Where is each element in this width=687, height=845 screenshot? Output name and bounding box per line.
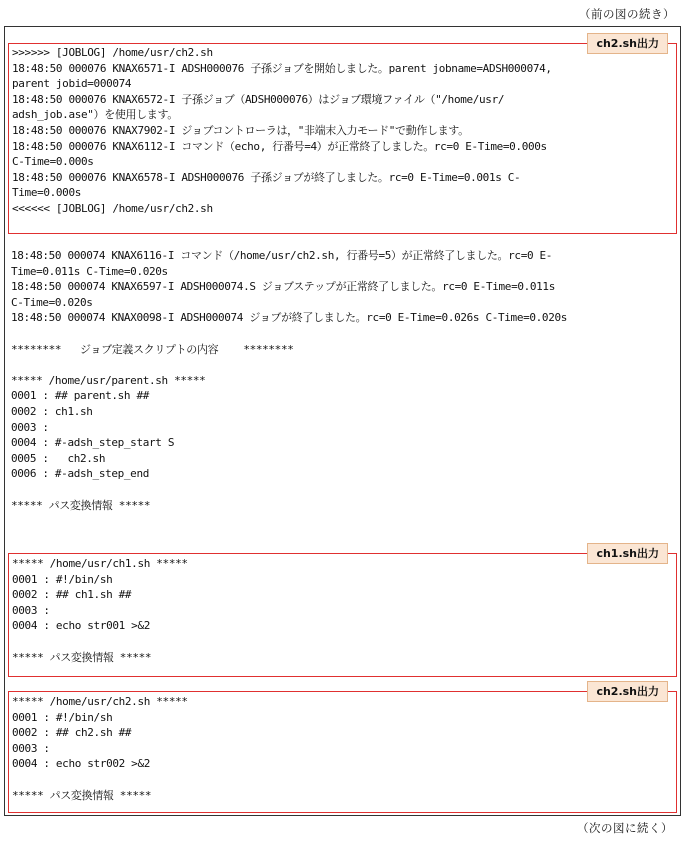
ch2-output-box-script <box>8 685 677 813</box>
ch1-output-tag: ch1.sh出力 <box>587 543 668 564</box>
log-line: 0002 : ## ch1.sh ## <box>12 588 132 602</box>
log-line: C-Time=0.000s <box>12 155 94 169</box>
log-line: 0004 : #-adsh_step_start S <box>11 436 175 450</box>
log-line: 0006 : #-adsh_step_end <box>11 467 149 481</box>
continuation-from-previous: （前の図の続き） <box>579 7 675 21</box>
log-line: 18:48:50 000074 KNAX0098-I ADSH000074 ジョブが終了しました。rc=0 E-Time=0.026s C-Time=0.020s <box>11 311 568 325</box>
log-line: 0004 : echo str001 >&2 <box>12 619 150 633</box>
log-line: 0004 : echo str002 >&2 <box>12 757 150 771</box>
log-line: >>>>>> [JOBLOG] /home/usr/ch2.sh <box>12 46 213 59</box>
log-line: adsh_job.ase"）を使用します。 <box>12 108 178 122</box>
log-line <box>12 634 673 650</box>
log-line: 0003 : <box>11 420 49 434</box>
log-line: ******** ジョブ定義スクリプトの内容 ******** <box>11 342 294 356</box>
log-line: ***** /home/usr/ch2.sh ***** <box>12 695 188 708</box>
joblog-lines <box>12 45 673 217</box>
log-line: ***** パス変換情報 ***** <box>12 650 152 664</box>
ch2-script-lines <box>12 694 673 803</box>
log-output-frame <box>4 26 681 816</box>
log-line: parent jobid=000074 <box>12 77 132 91</box>
log-line: Time=0.000s <box>12 186 81 200</box>
log-line: 0002 : ## ch2.sh ## <box>12 726 132 740</box>
log-line: 0001 : ## parent.sh ## <box>11 389 149 403</box>
log-line: 0005 : ch2.sh <box>11 451 106 465</box>
ch1-script-lines <box>12 556 673 665</box>
log-line: 0001 : #!/bin/sh <box>12 710 113 724</box>
log-line: 0001 : #!/bin/sh <box>12 572 113 586</box>
parent-log-lines <box>11 248 677 513</box>
log-line: C-Time=0.020s <box>11 295 93 309</box>
log-line: 18:48:50 000076 KNAX7902-I ジョブコントローラは，"非端末入力モード"で動作します。 <box>12 123 469 137</box>
log-line: 18:48:50 000076 KNAX6571-I ADSH000076 子孫ジョブを開始しました。parent jobname=ADSH000074, <box>12 61 552 75</box>
continuation-to-next: （次の図に続く） <box>577 821 673 835</box>
ch2-output-box-joblog <box>8 37 677 234</box>
ch2-script-output-tag: ch2.sh出力 <box>587 681 668 702</box>
log-line: 18:48:50 000076 KNAX6572-I 子孫ジョブ（ADSH000076）はジョブ環境ファイル（"/home/usr/ <box>12 92 505 106</box>
log-line <box>11 482 677 498</box>
log-line: 0002 : ch1.sh <box>11 404 93 418</box>
log-line: ***** /home/usr/parent.sh ***** <box>11 373 206 387</box>
log-line: 0003 : <box>12 603 50 617</box>
log-line: 0003 : <box>12 741 50 755</box>
ch2-output-tag: ch2.sh出力 <box>587 33 668 54</box>
log-line: 18:48:50 000074 KNAX6597-I ADSH000074.S ジョブステップが正常終了しました。rc=0 E-Time=0.011s <box>11 280 555 294</box>
log-line: 18:48:50 000074 KNAX6116-I コマンド（/home/usr/ch2.sh, 行番号=5）が正常終了しました。rc=0 E- <box>11 249 553 262</box>
log-line: 18:48:50 000076 KNAX6112-I コマンド（echo, 行番号=4）が正常終了しました。rc=0 E-Time=0.000s <box>12 139 547 153</box>
ch1-output-box <box>8 547 677 677</box>
log-line: Time=0.011s C-Time=0.020s <box>11 264 168 278</box>
log-line: 18:48:50 000076 KNAX6578-I ADSH000076 子孫ジョブが終了しました。rc=0 E-Time=0.001s C- <box>12 170 521 184</box>
log-line <box>12 772 673 788</box>
log-line <box>11 326 677 342</box>
log-line: <<<<<< [JOBLOG] /home/usr/ch2.sh <box>12 201 213 215</box>
log-line <box>11 357 677 373</box>
log-line: ***** パス変換情報 ***** <box>11 498 151 512</box>
log-line: ***** パス変換情報 ***** <box>12 788 152 802</box>
log-line: ***** /home/usr/ch1.sh ***** <box>12 557 188 570</box>
